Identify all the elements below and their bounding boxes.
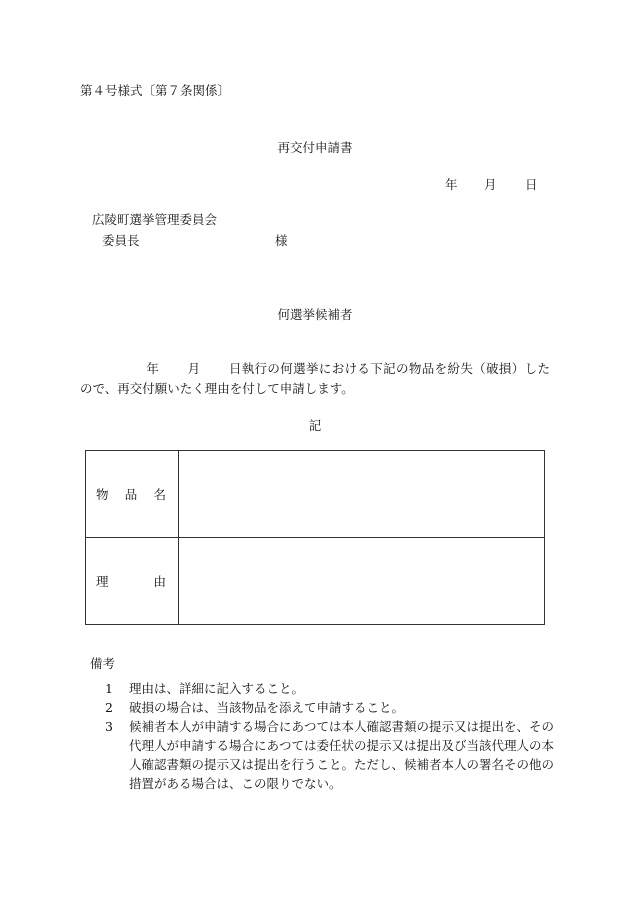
- label-char: 名: [153, 487, 166, 502]
- candidate-line: 何選挙候補者: [277, 307, 353, 322]
- label-char: 理: [96, 574, 109, 589]
- note-number: 1: [105, 681, 113, 696]
- body-text: 日執行の何選挙における下記の物品を紛失（破損）したので、再交付願いたく理由を付して申請します。: [80, 361, 550, 396]
- list-item: [105, 679, 555, 698]
- note-number: 2: [105, 700, 113, 715]
- application-statement: [80, 359, 550, 399]
- note-text: 理由は、詳細に記入すること。: [129, 681, 305, 696]
- label-char: 由: [153, 574, 166, 589]
- form-number: 第４号様式〔第７条関係〕: [80, 83, 231, 98]
- addressee-position: 委員長: [102, 233, 140, 248]
- addressee-honorific: 様: [275, 233, 288, 248]
- item-name-field[interactable]: [179, 451, 545, 538]
- document-title: 再交付申請書: [277, 140, 353, 155]
- addressee-organization: 広陵町選挙管理委員会: [92, 212, 218, 227]
- ki-heading: 記: [308, 418, 322, 433]
- table-row-reason: [86, 538, 545, 625]
- items-table: [85, 450, 545, 625]
- note-text: 候補者本人が申請する場合にあつては本人確認書類の提示又は提出を、その代理人が申請する場合にあつては委任状の提示又は提出及び当該代理人の本人確認書類の提示又は提出を行うこと。ただし、候補者本人の署名その他の措置がある場合は、この限りでない。: [129, 719, 555, 791]
- reason-field[interactable]: [179, 538, 545, 625]
- item-name-label: [86, 451, 179, 538]
- body-month-label: 月: [187, 361, 201, 376]
- label-char: 物: [96, 487, 109, 502]
- reason-label: [86, 538, 179, 625]
- date-year-label: 年: [445, 177, 458, 192]
- note-text: 破損の場合は、当該物品を添えて申請すること。: [129, 700, 405, 715]
- list-item: [105, 698, 555, 717]
- table-row-item-name: [86, 451, 545, 538]
- remarks-heading: 備考: [90, 656, 116, 671]
- list-item: [105, 717, 555, 793]
- body-year-label: 年: [146, 361, 160, 376]
- date-month-label: 月: [484, 177, 497, 192]
- note-number: 3: [105, 719, 113, 734]
- label-char: 品: [124, 487, 138, 502]
- remarks-list: [105, 679, 555, 793]
- date-day-label: 日: [525, 177, 538, 192]
